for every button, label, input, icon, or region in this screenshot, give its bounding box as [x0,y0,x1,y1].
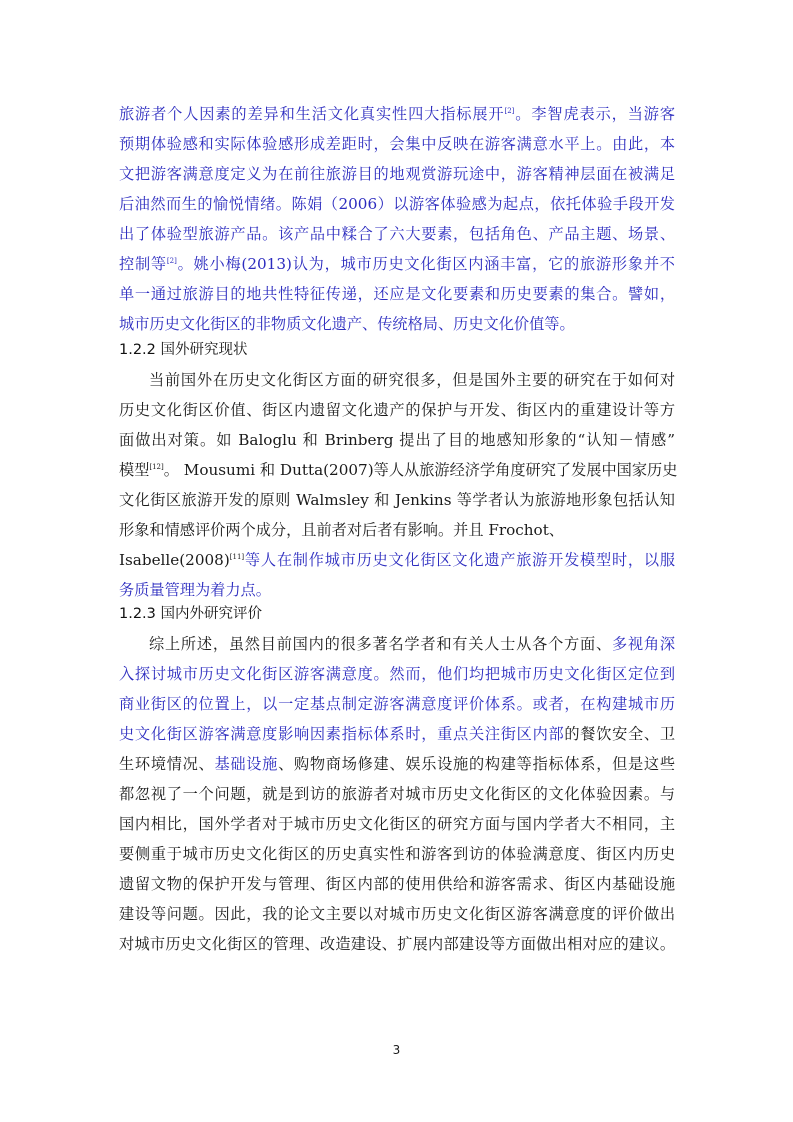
page-number: 3 [392,1043,401,1057]
paragraph-line: 面做出对策。如 Baloglu 和 Brinberg 提出了目的地感知形象的“认知－情感” [119,431,675,449]
text-span: 旅游者个人因素的差异和生活文化真实性四大指标展开 [119,105,505,123]
paragraph-line: 入探讨城市历史文化街区游客满意度。然而，他们均把城市历史文化街区定位到 [119,665,675,683]
paragraph-line: 国内相比，国外学者对于城市历史文化街区的研究方面与国内学者大不相同，主 [119,815,675,833]
paragraph-line [119,748,675,780]
text-span: 的餐饮安全、卫 [564,725,675,743]
paragraph-line [119,544,675,576]
paragraph-line: 建设等问题。因此，我的论文主要以对城市历史文化街区游客满意度的评价做出 [119,905,675,923]
text-span: 。 Mousumi 和 Dutta(2007)等人从旅游经济学角度研究了发展中国家历史 [163,461,678,479]
paragraph-line: 文化街区旅游开发的原则 Walmsley 和 Jenkins 等学者认为旅游地形象包括认知 [119,491,675,509]
paragraph-line: 商业街区的位置上，以一定基点制定游客满意度评价体系。或者，在构建城市历 [119,695,675,713]
text-span: 基础设施 [214,755,279,773]
paragraph-line [149,628,675,660]
paragraph-line [119,98,675,130]
citation-ref: [11] [229,553,245,561]
paragraph-line: 要侧重于城市历史文化街区的历史真实性和游客到访的体验满意度、街区内历史 [119,845,675,863]
paragraph-line: 单一通过旅游目的地共性特征传递，还应是文化要素和历史要素的集合。譬如， [119,285,675,303]
citation-ref: [12] [149,463,164,471]
paragraph-line: 出了体验型旅游产品。该产品中糅合了六大要素，包括角色、产品主题、场景、 [119,225,675,243]
text-span: 多视角深 [611,635,676,653]
paragraph-line: 当前国外在历史文化街区方面的研究很多，但是国外主要的研究在于如何对 [149,371,675,389]
text-span: 模型 [119,461,150,479]
text-span: 。李智虎表示，当游客 [514,105,676,123]
paragraph-line: 务质量管理为着力点。 [119,581,271,599]
text-span: 史文化街区游客满意度影响因素指标体系时，重点关注街区内部 [119,725,565,743]
text-span: 控制等 [119,255,167,273]
paragraph-line: 预期体验感和实际体验感形成差距时，会集中反映在游客满意水平上。由此，本 [119,135,675,153]
text-span: 综上所述，虽然目前国内的很多著名学者和有关人士从各个方面、 [149,635,612,653]
paragraph-line [119,718,675,750]
citation-ref: [2] [166,257,177,265]
paragraph-line [119,248,675,280]
section-heading: 1.2.2 国外研究现状 [119,342,248,358]
paragraph-line [119,454,678,486]
paragraph-line: 对城市历史文化街区的管理、改造建设、扩展内部建设等方面做出相对应的建议。 [119,935,675,953]
paragraph-line: 遗留文物的保护开发与管理、街区内部的使用供给和游客需求、街区内基础设施 [119,875,675,893]
paragraph-line: 都忽视了一个问题，就是到访的旅游者对城市历史文化街区的文化体验因素。与 [119,785,675,803]
paragraph-line: 历史文化街区价值、街区内遗留文化遗产的保护与开发、街区内的重建设计等方 [119,401,675,419]
paragraph-line: 形象和情感评价两个成分，且前者对后者有影响。并且 Frochot、 [119,521,564,539]
citation-ref: [2] [504,107,515,115]
paragraph-line: 文把游客满意度定义为在前往旅游目的地观赏游玩途中，游客精神层面在被满足 [119,165,675,183]
text-span: 、购物商场修建、娱乐设施的构建等指标体系，但是这些 [278,755,675,773]
paragraph-line: 城市历史文化街区的非物质文化遗产、传统格局、历史文化价值等。 [119,315,575,333]
text-span: 等人在制作城市历史文化街区文化遗产旅游开发模型时，以服 [244,551,675,569]
text-span: 生环境情况、 [119,755,215,773]
section-heading: 1.2.3 国内外研究评价 [119,606,263,622]
text-span: 。姚小梅(2013)认为，城市历史文化街区内涵丰富，它的旅游形象并不 [176,255,675,273]
text-span: Isabelle(2008) [119,551,230,569]
paragraph-line: 后油然而生的愉悦情绪。陈娟（2006）以游客体验感为起点，依托体验手段开发 [119,195,675,213]
